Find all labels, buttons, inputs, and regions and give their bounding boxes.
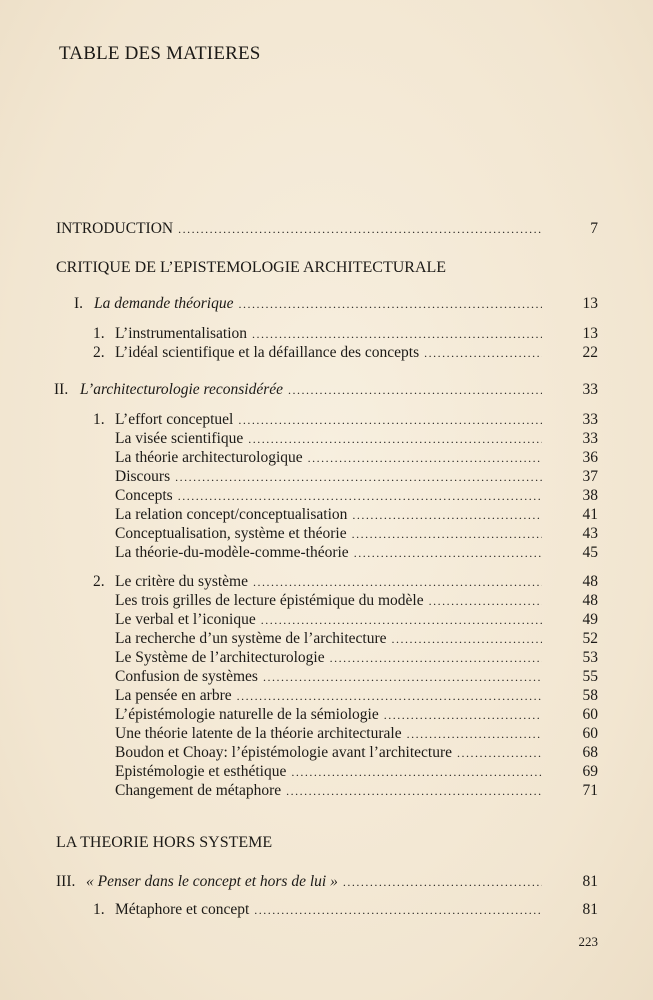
toc-entry-number: 1. xyxy=(93,901,105,918)
leader-dots xyxy=(330,648,542,668)
toc-entry-number: I. xyxy=(74,295,84,312)
leader-dots xyxy=(384,705,542,725)
toc-entry-part1[interactable] xyxy=(74,294,598,314)
leader-dots xyxy=(308,448,542,468)
toc-entry-number: II. xyxy=(54,381,69,398)
toc-entry-ch1-item[interactable] xyxy=(115,467,598,487)
toc-entry-ch1-item[interactable] xyxy=(115,448,598,468)
toc-entry-ch2-item[interactable] xyxy=(115,743,598,763)
toc-entry-introduction[interactable] xyxy=(56,219,598,239)
toc-entry-part1-item2[interactable] xyxy=(93,343,598,363)
section-heading-theorie-hors-systeme: LA THEORIE HORS SYSTEME xyxy=(56,834,273,851)
toc-entry-label: Le critère du système xyxy=(115,573,248,590)
leader-dots xyxy=(178,219,542,239)
leader-dots xyxy=(343,872,542,892)
toc-entry-label: Discours xyxy=(115,468,171,485)
leader-dots xyxy=(238,294,542,314)
toc-entry-number: III. xyxy=(56,873,76,890)
toc-entry-page: 58 xyxy=(582,687,598,704)
toc-entry-page: 38 xyxy=(582,487,598,504)
toc-entry-page: 60 xyxy=(582,725,598,742)
section-heading-critique: CRITIQUE DE L’EPISTEMOLOGIE ARCHITECTURALE xyxy=(56,259,447,276)
toc-entry-label: L’effort conceptuel xyxy=(115,411,234,428)
toc-entry-page: 69 xyxy=(582,763,598,780)
leader-dots xyxy=(178,486,542,506)
toc-entry-label: L’épistémologie naturelle de la sémiologie xyxy=(115,706,379,723)
toc-entry-page: 37 xyxy=(582,468,598,485)
toc-entry-label: Conceptualisation, système et théorie xyxy=(115,525,347,542)
toc-entry-page: 49 xyxy=(582,611,598,628)
toc-entry-ch1-item[interactable] xyxy=(115,505,598,525)
toc-entry-page: 68 xyxy=(582,744,598,761)
leader-dots xyxy=(248,429,542,449)
leader-dots xyxy=(238,410,542,430)
toc-entry-page: 81 xyxy=(582,873,598,890)
toc-entry-page: 55 xyxy=(582,668,598,685)
leader-dots xyxy=(407,724,542,744)
toc-entry-page: 60 xyxy=(582,706,598,723)
leader-dots xyxy=(352,524,542,544)
toc-entry-number: 2. xyxy=(93,344,105,361)
leader-dots xyxy=(286,781,542,801)
leader-dots xyxy=(291,762,542,782)
leader-dots xyxy=(263,667,542,687)
toc-entry-ch2-item[interactable] xyxy=(115,667,598,687)
toc-entry-page: 13 xyxy=(582,295,598,312)
toc-entry-part3-item1[interactable] xyxy=(93,900,598,920)
leader-dots xyxy=(252,324,542,344)
leader-dots xyxy=(424,343,542,363)
leader-dots xyxy=(237,686,542,706)
toc-entry-ch2-item[interactable] xyxy=(115,762,598,782)
leader-dots xyxy=(253,572,542,592)
toc-entry-label: L’architecturologie reconsidérée xyxy=(80,381,284,398)
toc-entry-label: La relation concept/conceptualisation xyxy=(115,506,348,523)
toc-entry-page: 45 xyxy=(582,544,598,561)
toc-entry-ch1-item[interactable] xyxy=(115,524,598,544)
toc-entry-label: La pensée en arbre xyxy=(115,687,232,704)
toc-entry-label: Boudon et Choay: l’épistémologie avant l’architecture xyxy=(115,744,453,761)
leader-dots xyxy=(288,380,542,400)
toc-entry-page: 33 xyxy=(582,430,598,447)
toc-entry-label: L’idéal scientifique et la défaillance des concepts xyxy=(115,344,420,361)
toc-entry-ch2-item[interactable] xyxy=(115,629,598,649)
toc-entry-label: Confusion de systèmes xyxy=(115,668,258,685)
leader-dots xyxy=(429,591,542,611)
leader-dots xyxy=(457,743,542,763)
toc-entry-page: 22 xyxy=(582,344,598,361)
toc-entry-page: 41 xyxy=(582,506,598,523)
toc-entry-label: La théorie-du-modèle-comme-théorie xyxy=(115,544,349,561)
toc-entry-label: La visée scientifique xyxy=(115,430,244,447)
toc-entry-page: 13 xyxy=(582,325,598,342)
toc-entry-part2-ch2[interactable] xyxy=(93,572,598,592)
toc-entry-label: Métaphore et concept xyxy=(115,901,250,918)
toc-entry-page: 43 xyxy=(582,525,598,542)
leader-dots xyxy=(175,467,542,487)
toc-entry-ch2-item[interactable] xyxy=(115,591,598,611)
toc-entry-label: Epistémologie et esthétique xyxy=(115,763,287,780)
toc-entry-label: Le verbal et l’iconique xyxy=(115,611,256,628)
toc-entry-number: 1. xyxy=(93,411,105,428)
toc-entry-label: « Penser dans le concept et hors de lui » xyxy=(86,873,338,890)
toc-entry-label: La recherche d’un système de l’architecture xyxy=(115,630,387,647)
toc-entry-number: 1. xyxy=(93,325,105,342)
leader-dots xyxy=(254,900,542,920)
toc-entry-part1-item1[interactable] xyxy=(93,324,598,344)
toc-entry-page: 81 xyxy=(582,901,598,918)
leader-dots xyxy=(392,629,542,649)
toc-entry-ch2-item[interactable] xyxy=(115,686,598,706)
leader-dots xyxy=(352,505,542,525)
toc-entry-page: 48 xyxy=(582,573,598,590)
toc-entry-ch1-item[interactable] xyxy=(115,486,598,506)
toc-entry-ch2-item[interactable] xyxy=(115,648,598,668)
toc-entry-ch2-item[interactable] xyxy=(115,724,598,744)
toc-entry-label: Changement de métaphore xyxy=(115,782,282,799)
page-number: 223 xyxy=(578,934,598,949)
toc-entry-page: 53 xyxy=(582,649,598,666)
toc-entry-page: 36 xyxy=(582,449,598,466)
toc-entry-part3[interactable] xyxy=(56,872,598,892)
toc-entry-page: 52 xyxy=(582,630,598,647)
toc-entry-label: INTRODUCTION xyxy=(56,220,174,237)
toc-entry-part2[interactable] xyxy=(54,380,598,400)
toc-entry-page: 71 xyxy=(582,782,598,799)
toc-entry-ch1-item[interactable] xyxy=(115,543,598,563)
toc-entry-page: 7 xyxy=(590,220,598,237)
toc-entry-label: La théorie architecturologique xyxy=(115,449,303,466)
toc-entry-page: 48 xyxy=(582,592,598,609)
toc-entry-number: 2. xyxy=(93,573,105,590)
toc-entry-ch2-item[interactable] xyxy=(115,610,598,630)
toc-entry-page: 33 xyxy=(582,411,598,428)
toc-entry-label: L’instrumentalisation xyxy=(115,325,248,342)
toc-entry-page: 33 xyxy=(582,381,598,398)
toc-entry-ch2-item[interactable] xyxy=(115,705,598,725)
leader-dots xyxy=(354,543,542,563)
toc-entry-label: Le Système de l’architecturologie xyxy=(115,649,325,666)
toc-entry-label: Les trois grilles de lecture épistémique du modèle xyxy=(115,592,424,609)
toc-entry-label: Une théorie latente de la théorie architecturale xyxy=(115,725,402,742)
toc-entry-ch2-item[interactable] xyxy=(115,781,598,801)
toc-entry-label: La demande théorique xyxy=(94,295,234,312)
toc-entry-ch1-item[interactable] xyxy=(115,429,598,449)
toc-entry-part2-ch1[interactable] xyxy=(93,410,598,430)
leader-dots xyxy=(261,610,542,630)
page-title: TABLE DES MATIERES xyxy=(59,43,261,64)
toc-entry-label: Concepts xyxy=(115,487,173,504)
